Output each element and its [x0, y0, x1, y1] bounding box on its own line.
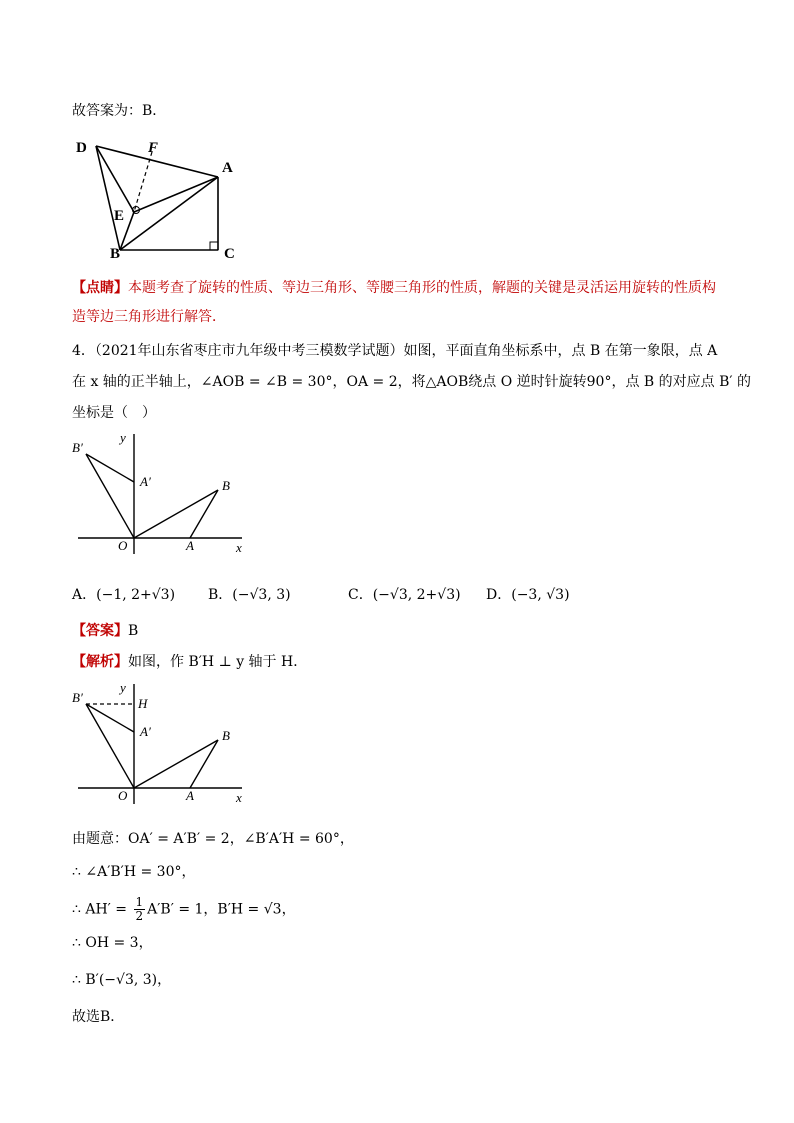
option-a-value: (−1, 2+√3) — [96, 587, 176, 603]
step-6: 故选B． — [72, 1009, 125, 1025]
label-D: D — [76, 140, 87, 156]
question-text-3: 坐标是（ ） — [72, 405, 156, 421]
step-4: ∴ OH = 3， — [72, 935, 153, 951]
answer-tag: 【答案】 — [72, 623, 128, 639]
label-A-prime: A′ — [140, 724, 151, 739]
step-2: ∴ ∠A′B′H = 30°， — [72, 864, 196, 880]
option-b-value: (−√3, 3) — [232, 587, 291, 603]
option-c-key: C． — [348, 587, 373, 603]
comment-line-1 — [72, 278, 716, 298]
label-B: B — [110, 246, 121, 262]
previous-answer: 故答案为：B． — [72, 103, 167, 119]
option-c[interactable] — [348, 585, 461, 605]
axis-y-label: y — [120, 680, 126, 695]
label-C: C — [224, 246, 235, 262]
option-d-key: D． — [486, 587, 512, 603]
label-B-prime: B′ — [72, 440, 83, 455]
label-A: A — [186, 538, 194, 553]
analysis-line — [72, 652, 307, 672]
step-5: ∴ B′(−√3, 3)， — [72, 972, 172, 988]
figure-solution — [72, 678, 262, 808]
axis-x-label: x — [236, 540, 242, 555]
answer-line — [72, 621, 138, 641]
axis-y-label: y — [120, 430, 126, 445]
label-A: A — [222, 160, 233, 176]
label-B: B — [222, 478, 230, 493]
question-number: 4． — [72, 343, 95, 359]
label-O: O — [118, 788, 128, 803]
option-b-key: B． — [208, 587, 233, 603]
label-A: A — [186, 788, 194, 803]
comment-text-2: 造等边三角形进行解答． — [72, 309, 226, 325]
analysis-text: 如图，作 B′H ⊥ y 轴于 H． — [128, 654, 308, 670]
label-B-prime: B′ — [72, 690, 83, 705]
label-A-prime: A′ — [140, 474, 151, 489]
comment-tag: 【点睛】 — [72, 280, 128, 296]
step-3 — [72, 896, 296, 923]
question-text-1: （2021年山东省枣庄市九年级中考三模数学试题）如图，平面直角坐标系中，点 B 在第一象限，点 A — [94, 343, 718, 359]
label-O: O — [118, 538, 128, 553]
option-b[interactable] — [208, 585, 291, 605]
option-a-key: A． — [72, 587, 97, 603]
option-a[interactable] — [72, 585, 175, 605]
analysis-tag: 【解析】 — [72, 654, 128, 670]
option-d[interactable] — [486, 585, 570, 605]
step-1: 由题意：OA′ = A′B′ = 2，∠B′A′H = 60°， — [72, 831, 354, 847]
fraction-denominator: 2 — [135, 909, 144, 923]
label-F: F — [148, 140, 159, 156]
figure-rotation-geometry — [72, 132, 252, 262]
option-c-value: (−√3, 2+√3) — [372, 587, 461, 603]
label-E: E — [114, 208, 125, 224]
question-4-line-1 — [72, 341, 717, 361]
fraction-numerator: 1 — [135, 895, 144, 909]
step-3-suffix: A′B′ = 1，B′H = √3， — [147, 901, 296, 918]
question-text-2: 在 x 轴的正半轴上，∠AOB = ∠B = 30°，OA = 2，将△AOB绕点 O 逆时针旋转90°，点 B 的对应点 B′ 的 — [72, 374, 752, 390]
comment-text-1: 本题考查了旋转的性质、等边三角形、等腰三角形的性质，解题的关键是灵活运用旋转的性质构 — [128, 280, 716, 296]
label-B: B — [222, 728, 230, 743]
axis-x-label: x — [236, 790, 242, 805]
step-3-prefix: ∴ AH′ = — [72, 901, 132, 918]
fraction-half — [134, 896, 146, 923]
option-d-value: (−3, √3) — [511, 587, 570, 603]
answer-value: B — [128, 623, 139, 639]
figure-coordinate-rotation — [72, 428, 262, 558]
label-H: H — [138, 696, 148, 711]
